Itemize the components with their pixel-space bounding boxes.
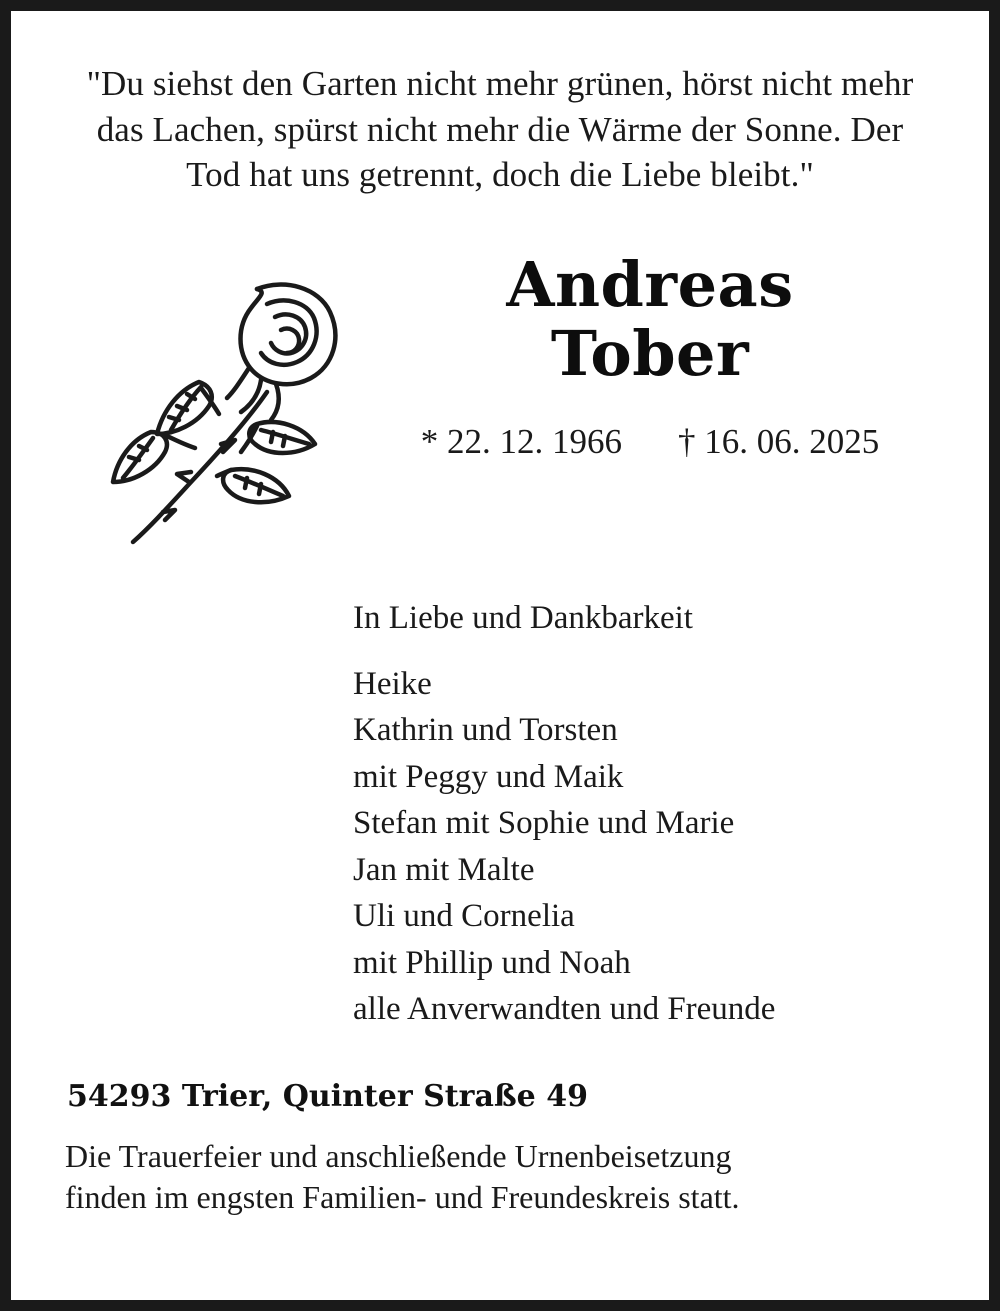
list-item: mit Phillip und Noah (353, 944, 631, 981)
life-dates (363, 422, 937, 462)
address-line (63, 1079, 937, 1114)
deceased-first-name: Andreas (506, 247, 794, 321)
address-city: 54293 Trier (67, 1078, 262, 1114)
dedication-text: In Liebe und Dankbarkeit (353, 599, 693, 636)
list-item: mit Peggy und Maik (353, 758, 624, 795)
name-and-decoration-block (63, 247, 937, 550)
list-item: alle Anverwandten und Freunde (353, 991, 776, 1028)
list-item: Uli und Cornelia (353, 898, 575, 935)
list-item: Jan mit Malte (353, 851, 535, 888)
name-side (363, 247, 937, 463)
list-item: Heike (353, 665, 432, 702)
mourners-section (63, 599, 937, 1033)
list-item: Stefan mit Sophie und Marie (353, 805, 735, 842)
ceremony-note-line1: Die Trauerfeier und anschließende Urnenbeisetzung (65, 1137, 732, 1174)
notice-inner (11, 11, 989, 1300)
ceremony-note (63, 1136, 937, 1219)
death-date: † 16. 06. 2025 (678, 422, 880, 462)
birth-date: * 22. 12. 1966 (420, 422, 622, 462)
deceased-last-name: Tober (550, 316, 750, 390)
rose-icon (71, 254, 353, 554)
memorial-verse: "Du siehst den Garten nicht mehr grünen, hörst nicht mehr das Lachen, spürst nicht mehr die Wärme der Sonne. Der Tod hat uns getrennt, doch die Liebe bleibt." (86, 64, 914, 194)
deceased-name (363, 247, 937, 390)
address-street: , Quinter Straße 49 (261, 1078, 588, 1114)
mourner-list (353, 661, 937, 1033)
list-item: Kathrin und Torsten (353, 712, 618, 749)
ceremony-note-line2: finden im engsten Familien- und Freundeskreis statt. (65, 1179, 740, 1216)
